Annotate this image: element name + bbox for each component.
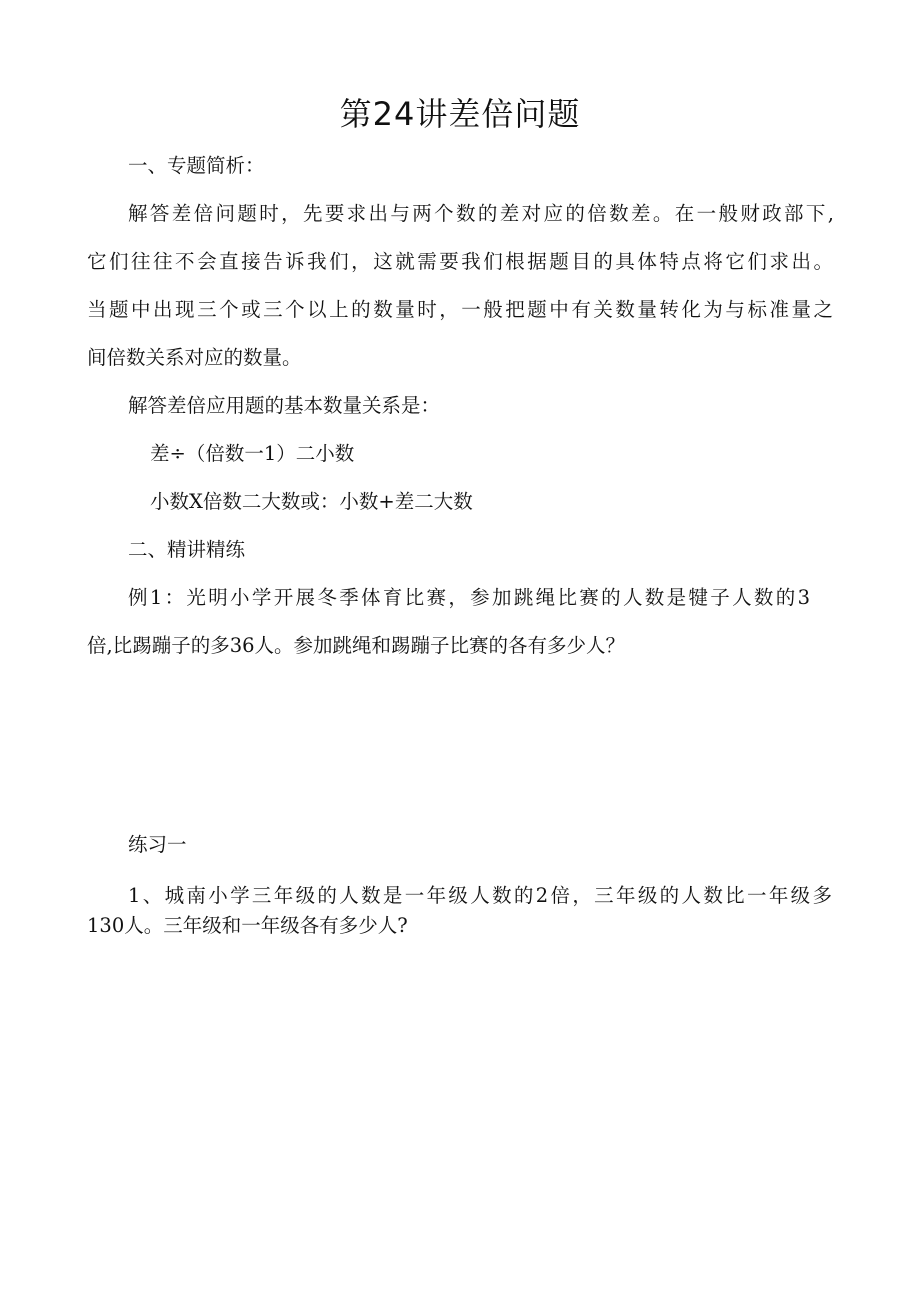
- formula-2: 小数X倍数二大数或：小数+差二大数: [150, 490, 473, 513]
- practice1-line-2: 130人。三年级和一年级各有多少人?: [87, 914, 408, 937]
- page-title: 第24讲差倍问题: [339, 95, 581, 133]
- analysis-line-2: 它们往往不会直接告诉我们，这就需要我们根据题目的具体特点将它们求出。: [87, 250, 833, 273]
- analysis-line-1: 解答差倍问题时，先要求出与两个数的差对应的倍数差。在一般财政部下,: [128, 202, 834, 225]
- analysis-line-4: 间倍数关系对应的数量。: [87, 346, 302, 369]
- example1-line-2: 倍,比踢蹦子的多36人。参加跳绳和踢蹦子比赛的各有多少人？: [87, 634, 626, 657]
- section2-heading: 二、精讲精练: [128, 538, 246, 561]
- relation-intro: 解答差倍应用题的基本数量关系是：: [128, 394, 441, 417]
- analysis-line-3: 当题中出现三个或三个以上的数量时，一般把题中有关数量转化为与标准量之: [87, 298, 833, 321]
- section1-heading: 一、专题简析：: [128, 154, 265, 177]
- practice-heading: 练习一: [128, 833, 187, 856]
- practice1-line-1: 1、城南小学三年级的人数是一年级人数的2倍，三年级的人数比一年级多: [128, 884, 832, 907]
- example1-line-1: 例1：光明小学开展冬季体育比赛，参加跳绳比赛的人数是犍子人数的3: [128, 586, 810, 609]
- formula-1: 差÷（倍数一1）二小数: [150, 442, 355, 465]
